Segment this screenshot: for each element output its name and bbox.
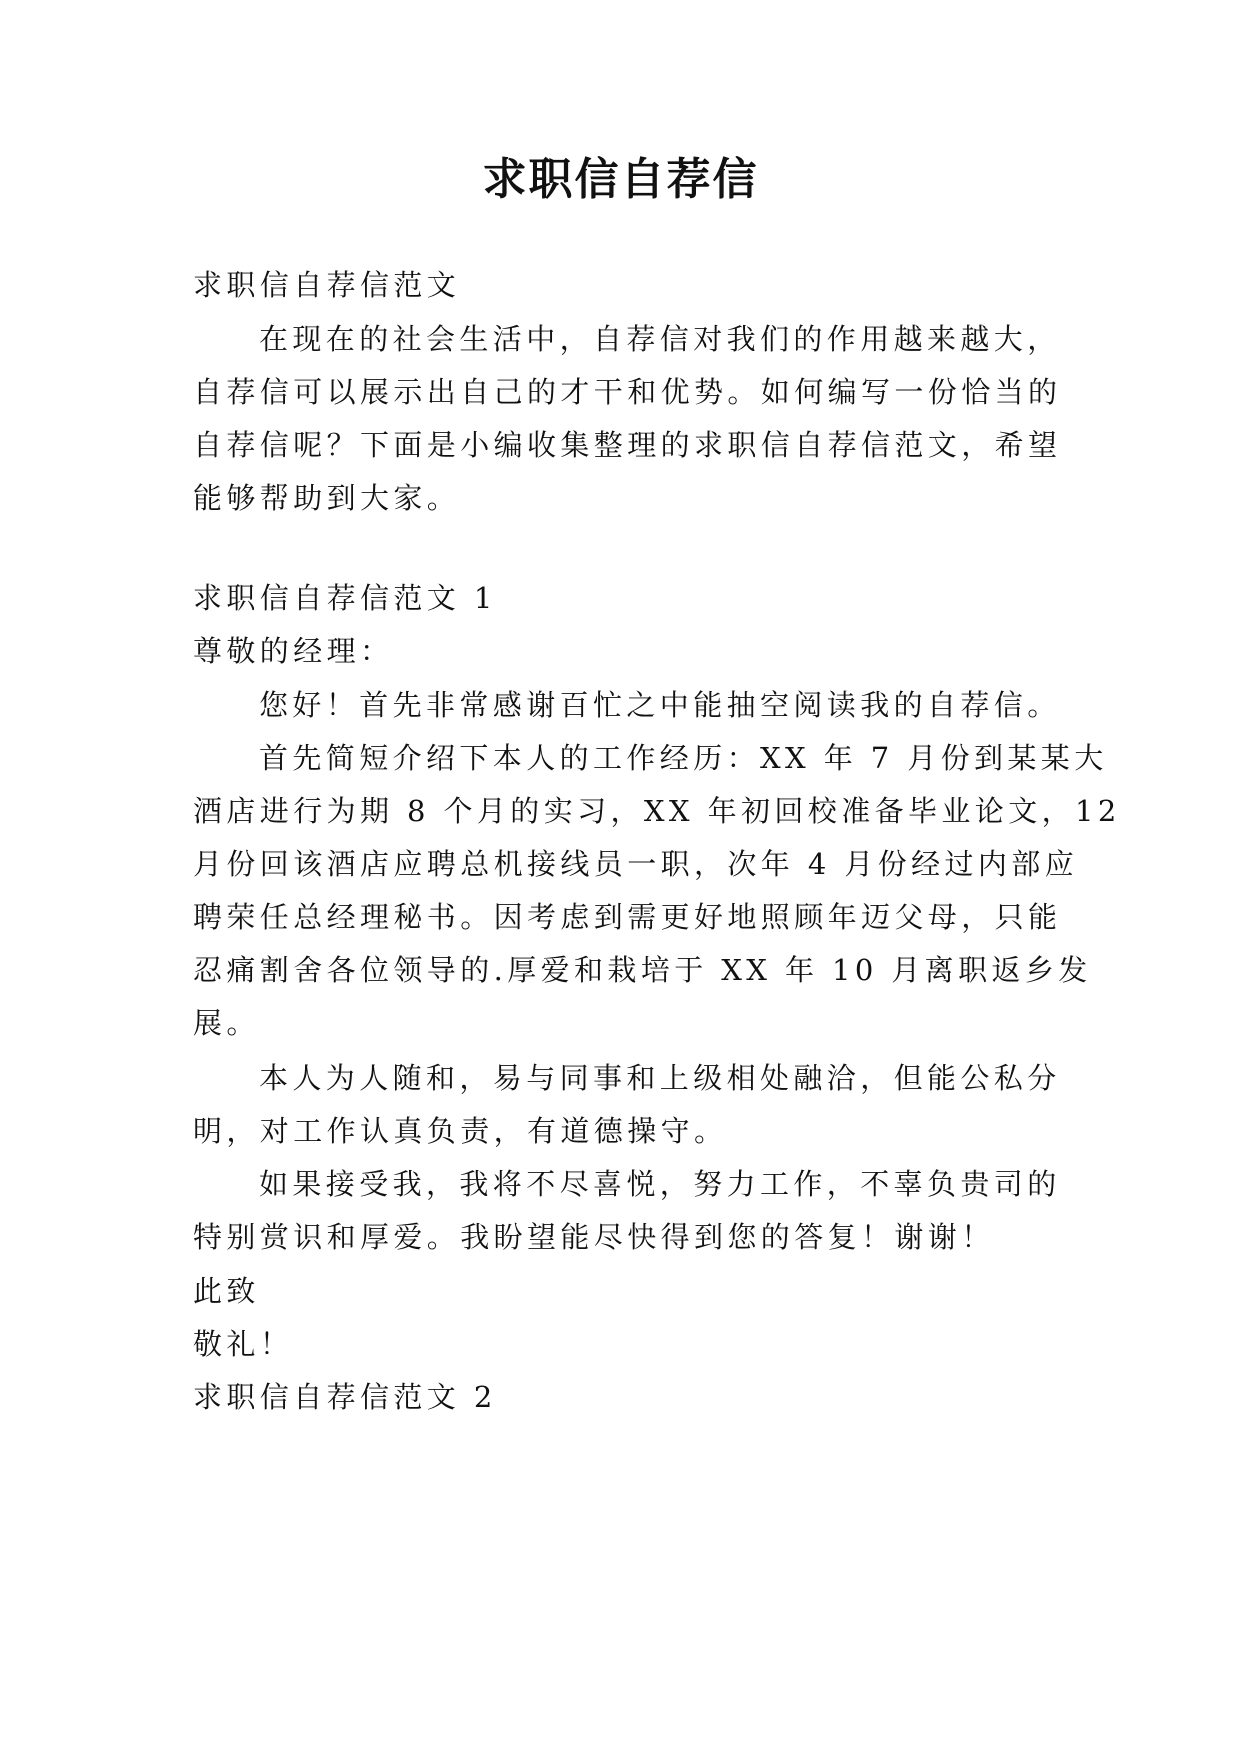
body-line: 展。	[193, 1006, 260, 1040]
body-line: 月份回该酒店应聘总机接线员一职，次年 4 月份经过内部应	[193, 847, 1079, 881]
body-line: 自荐信呢？下面是小编收集整理的求职信自荐信范文，希望	[193, 428, 1062, 462]
body-line: 聘荣任总经理秘书。因考虑到需更好地照顾年迈父母，只能	[193, 900, 1062, 934]
body-line: 首先简短介绍下本人的工作经历：XX 年 7 月份到某某大	[259, 741, 1108, 775]
salutation: 尊敬的经理：	[193, 634, 394, 668]
body-line: 您好！首先非常感谢百忙之中能抽空阅读我的自荐信。	[259, 688, 1061, 722]
document-title: 求职信自荐信	[482, 154, 759, 205]
closing-line: 此致	[193, 1274, 260, 1308]
body-line: 本人为人随和，易与同事和上级相处融洽，但能公私分	[259, 1061, 1061, 1095]
body-line: 在现在的社会生活中，自荐信对我们的作用越来越大，	[259, 322, 1061, 356]
body-line: 忍痛割舍各位领导的.厚爱和栽培于 XX 年 10 月离职返乡发	[193, 953, 1092, 987]
section-heading: 求职信自荐信范文	[193, 268, 461, 302]
body-line: 自荐信可以展示出自己的才干和优势。如何编写一份恰当的	[193, 375, 1062, 409]
closing-line: 敬礼！	[193, 1327, 294, 1361]
body-line: 如果接受我，我将不尽喜悦，努力工作，不辜负贵司的	[259, 1167, 1061, 1201]
section-heading: 求职信自荐信范文 1	[193, 581, 497, 615]
body-line: 明，对工作认真负责，有道德操守。	[193, 1114, 728, 1148]
body-line: 特别赏识和厚爱。我盼望能尽快得到您的答复！谢谢！	[193, 1220, 995, 1254]
body-line: 酒店进行为期 8 个月的实习，XX 年初回校准备毕业论文，12	[193, 794, 1121, 828]
body-line: 能够帮助到大家。	[193, 481, 461, 515]
section-heading: 求职信自荐信范文 2	[193, 1380, 497, 1414]
